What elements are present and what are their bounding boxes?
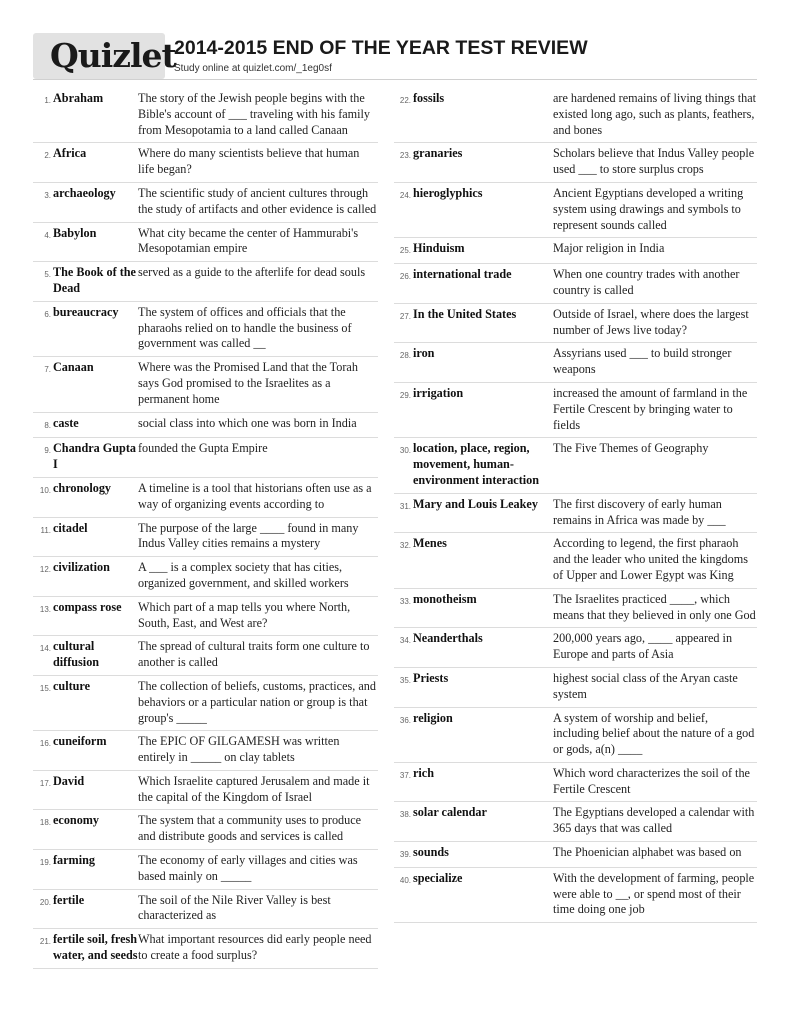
entry-definition: The Israelites practiced ____, which means that they believed in only one God bbox=[553, 591, 756, 622]
entry-number: 29. bbox=[399, 390, 411, 400]
entry-number: 25. bbox=[399, 246, 411, 256]
entry-term: monotheism bbox=[413, 591, 477, 606]
entry-definition: Which part of a map tells you where North, South, East, and West are? bbox=[138, 599, 351, 630]
entry-term: Canaan bbox=[53, 360, 94, 375]
entry-definition: A ___ is a complex society that has cities, organized government, and skilled workers bbox=[138, 560, 349, 590]
entry-term: culture bbox=[53, 678, 91, 693]
entry-definition: Assyrians used ___ to build stronger weapons bbox=[553, 346, 732, 377]
entry-definition: Scholars believe that Indus Valley people used ___ to store surplus crops bbox=[553, 146, 755, 177]
page-title: 2014-2015 END OF THE YEAR TEST REVIEW bbox=[174, 37, 588, 59]
term-entry bbox=[394, 868, 757, 923]
entry-number: 30. bbox=[399, 446, 411, 456]
entry-definition: founded the Gupta Empire bbox=[138, 441, 268, 456]
term-entry bbox=[394, 88, 757, 143]
entry-definition: are hardened remains of living things that existed long ago, such as plants, feathers, and bones bbox=[553, 91, 757, 137]
entry-term: bureaucracy bbox=[53, 304, 119, 319]
entry-number: 32. bbox=[399, 541, 411, 551]
entry-term: cultural diffusion bbox=[53, 639, 100, 670]
entry-term: irrigation bbox=[413, 385, 464, 400]
term-entry bbox=[33, 810, 378, 850]
entry-definition: The first discovery of early human remains in Africa was made by ___ bbox=[553, 496, 726, 527]
entry-number: 37. bbox=[399, 770, 411, 780]
entry-number: 8. bbox=[44, 420, 51, 430]
term-entry bbox=[33, 850, 378, 890]
entry-definition: What city became the center of Hammurabi's Mesopotamian empire bbox=[138, 225, 359, 256]
entry-number: 1. bbox=[44, 96, 51, 105]
entry-definition: The Egyptians developed a calendar with 365 days that was called bbox=[553, 805, 755, 836]
term-entry bbox=[33, 438, 378, 478]
entry-term: archaeology bbox=[53, 185, 116, 200]
term-entry bbox=[33, 597, 378, 637]
term-entry bbox=[394, 343, 757, 383]
entry-term: economy bbox=[53, 813, 100, 828]
entry-term: Africa bbox=[53, 146, 87, 161]
entry-term: Hinduism bbox=[413, 241, 465, 256]
entry-definition: increased the amount of farmland in the Fertile Crescent by bringing water to fields bbox=[553, 385, 748, 432]
term-entry bbox=[394, 802, 757, 842]
page-subtitle: Study online at quizlet.com/_1eg0sf bbox=[174, 63, 332, 74]
entry-definition: Outside of Israel, where does the largest number of Jews live today? bbox=[553, 306, 749, 337]
entry-definition: Ancient Egyptians developed a writing system using drawings and symbols to represent sounds called bbox=[553, 185, 744, 232]
entry-number: 27. bbox=[399, 311, 411, 321]
term-entry bbox=[394, 238, 757, 264]
entry-term: religion bbox=[413, 710, 453, 725]
entry-definition: A timeline is a tool that historians often use as a way of organizing events according to bbox=[138, 480, 372, 511]
entry-term: David bbox=[53, 773, 85, 788]
entry-definition: According to legend, the first pharaoh and the leader who united the kingdoms of Upper and Lower Egypt was King bbox=[553, 536, 748, 582]
entry-number: 23. bbox=[399, 151, 411, 161]
entry-term: caste bbox=[53, 415, 79, 430]
term-entry bbox=[33, 183, 378, 223]
entry-term: fossils bbox=[413, 91, 445, 105]
term-entry bbox=[33, 676, 378, 731]
term-entry bbox=[394, 628, 757, 668]
term-entry bbox=[33, 636, 378, 676]
entry-definition: Which Israelite captured Jerusalem and made it the capital of the Kingdom of Israel bbox=[138, 773, 370, 804]
entry-number: 21. bbox=[39, 937, 51, 947]
entry-number: 20. bbox=[39, 897, 51, 907]
entry-number: 4. bbox=[44, 230, 51, 240]
entry-number: 5. bbox=[44, 270, 51, 280]
entry-definition: The scientific study of ancient cultures through the study of artifacts and other evidence is called bbox=[138, 185, 377, 216]
entry-definition: social class into which one was born in India bbox=[138, 415, 357, 430]
entry-term: The Book of the Dead bbox=[53, 265, 136, 295]
entry-term: citadel bbox=[53, 520, 88, 535]
entry-definition: The system that a community uses to produce and distribute goods and services is called bbox=[138, 813, 362, 844]
entry-term: Menes bbox=[413, 536, 447, 551]
entry-definition: Where do many scientists believe that human life began? bbox=[138, 146, 360, 177]
entry-number: 13. bbox=[39, 604, 51, 614]
term-entry bbox=[394, 304, 757, 344]
entry-term: compass rose bbox=[53, 599, 122, 614]
entry-number: 16. bbox=[39, 739, 51, 749]
term-entry bbox=[394, 708, 757, 763]
term-entry bbox=[394, 842, 757, 868]
term-entry bbox=[33, 929, 378, 969]
term-entry bbox=[33, 143, 378, 183]
left-column bbox=[33, 88, 378, 969]
term-entry bbox=[394, 533, 757, 588]
entry-definition: What important resources did early people need to create a food surplus? bbox=[138, 932, 372, 963]
entry-term: specialize bbox=[413, 870, 463, 885]
entry-definition: Major religion in India bbox=[553, 241, 665, 256]
entry-definition: The Five Themes of Geography bbox=[553, 441, 709, 456]
term-entry bbox=[394, 143, 757, 183]
term-entry bbox=[33, 890, 378, 930]
entry-number: 12. bbox=[39, 565, 51, 575]
entry-number: 3. bbox=[44, 190, 51, 200]
entry-number: 2. bbox=[44, 151, 51, 161]
entry-number: 14. bbox=[39, 644, 51, 654]
entry-definition: Where was the Promised Land that the Torah says God promised to the Israelites as a permanent home bbox=[138, 360, 358, 406]
term-entry bbox=[33, 518, 378, 558]
entry-term: granaries bbox=[413, 146, 463, 161]
entry-definition: The Phoenician alphabet was based on bbox=[553, 845, 742, 860]
entry-definition: served as a guide to the afterlife for dead souls bbox=[138, 265, 366, 280]
entry-definition: When one country trades with another country is called bbox=[553, 267, 740, 297]
term-entry bbox=[394, 383, 757, 438]
term-entry bbox=[33, 223, 378, 263]
entry-term: farming bbox=[53, 853, 95, 868]
entry-term: fertile soil, fresh water, and seeds bbox=[53, 932, 138, 963]
term-entry bbox=[394, 763, 757, 803]
entry-number: 36. bbox=[399, 715, 411, 725]
entry-term: international trade bbox=[413, 267, 512, 282]
entry-definition: The EPIC OF GILGAMESH was written entirely in _____ on clay tablets bbox=[138, 734, 340, 765]
term-entry bbox=[33, 302, 378, 357]
entry-number: 15. bbox=[39, 683, 51, 693]
term-entry bbox=[33, 771, 378, 811]
term-entry bbox=[394, 264, 757, 304]
entry-definition: The economy of early villages and cities was based mainly on _____ bbox=[138, 853, 358, 883]
entry-term: sounds bbox=[413, 845, 449, 860]
entry-term: cuneiform bbox=[53, 734, 107, 749]
entry-number: 34. bbox=[399, 636, 411, 646]
entry-definition: Which word characterizes the soil of the Fertile Crescent bbox=[553, 765, 750, 796]
term-entry bbox=[33, 557, 378, 597]
entry-term: Chandra Gupta I bbox=[53, 441, 136, 472]
entry-number: 9. bbox=[44, 446, 51, 456]
entry-definition: The spread of cultural traits form one culture to another is called bbox=[138, 639, 370, 670]
entry-term: rich bbox=[413, 765, 434, 780]
entry-number: 6. bbox=[44, 309, 51, 319]
entry-number: 26. bbox=[399, 272, 411, 282]
entry-number: 22. bbox=[399, 96, 411, 105]
entry-term: Babylon bbox=[53, 225, 97, 240]
header-divider bbox=[33, 79, 757, 80]
entry-term: civilization bbox=[53, 560, 110, 575]
entry-number: 10. bbox=[39, 485, 51, 495]
entry-number: 39. bbox=[399, 850, 411, 860]
quizlet-logo: Quizlet bbox=[50, 36, 176, 75]
term-entry bbox=[394, 589, 757, 629]
entry-definition: With the development of farming, people were able to __, or spend most of their time doing one job bbox=[553, 870, 755, 917]
entry-number: 35. bbox=[399, 675, 411, 685]
entry-term: chronology bbox=[53, 480, 112, 495]
entry-number: 7. bbox=[44, 365, 51, 375]
entry-term: Priests bbox=[413, 670, 449, 685]
entry-definition: A system of worship and belief, including belief about the nature of a god or gods, a(n) ____ bbox=[553, 710, 755, 757]
entry-number: 28. bbox=[399, 351, 411, 361]
term-entry bbox=[33, 478, 378, 518]
term-entry bbox=[33, 88, 378, 143]
entry-term: iron bbox=[413, 346, 435, 361]
entry-definition: highest social class of the Aryan caste system bbox=[553, 670, 738, 701]
term-entry bbox=[394, 183, 757, 238]
term-entry bbox=[33, 357, 378, 412]
entry-definition: The system of offices and officials that the pharaohs relied on to handle the business of government was called __ bbox=[138, 304, 352, 351]
term-entry bbox=[33, 731, 378, 771]
term-entry bbox=[394, 668, 757, 708]
entry-number: 31. bbox=[399, 501, 411, 511]
entry-number: 40. bbox=[399, 875, 411, 885]
entry-term: In the United States bbox=[413, 306, 517, 321]
entry-definition: The purpose of the large ____ found in many Indus Valley cities remains a mystery bbox=[138, 520, 359, 551]
entry-term: fertile bbox=[53, 892, 85, 907]
right-column bbox=[394, 88, 757, 923]
entry-number: 11. bbox=[40, 525, 51, 535]
term-entry bbox=[394, 494, 757, 534]
entry-term: solar calendar bbox=[413, 805, 487, 820]
entry-term: location, place, region, movement, human-environment interaction bbox=[413, 441, 540, 487]
term-entry bbox=[394, 438, 757, 493]
entry-term: Mary and Louis Leakey bbox=[413, 496, 538, 511]
entry-number: 38. bbox=[399, 810, 411, 820]
entry-number: 24. bbox=[399, 190, 411, 200]
entry-number: 19. bbox=[39, 858, 51, 868]
entry-term: Abraham bbox=[53, 91, 104, 105]
entry-term: Neanderthals bbox=[413, 631, 483, 646]
entry-number: 17. bbox=[39, 778, 51, 788]
entry-definition: The collection of beliefs, customs, practices, and behaviors or a particular nation or group is that group's _____ bbox=[138, 678, 376, 725]
term-entry bbox=[33, 262, 378, 302]
entry-number: 18. bbox=[39, 818, 51, 828]
entry-definition: 200,000 years ago, ____ appeared in Europe and parts of Asia bbox=[553, 631, 733, 662]
entry-number: 33. bbox=[399, 596, 411, 606]
entry-term: hieroglyphics bbox=[413, 185, 483, 200]
entry-definition: The story of the Jewish people begins with the Bible's account of ___ traveling with his family from Mesopotamia to a land called Canaan bbox=[138, 91, 371, 137]
term-entry bbox=[33, 413, 378, 439]
entry-definition: The soil of the Nile River Valley is best characterized as bbox=[138, 892, 331, 923]
